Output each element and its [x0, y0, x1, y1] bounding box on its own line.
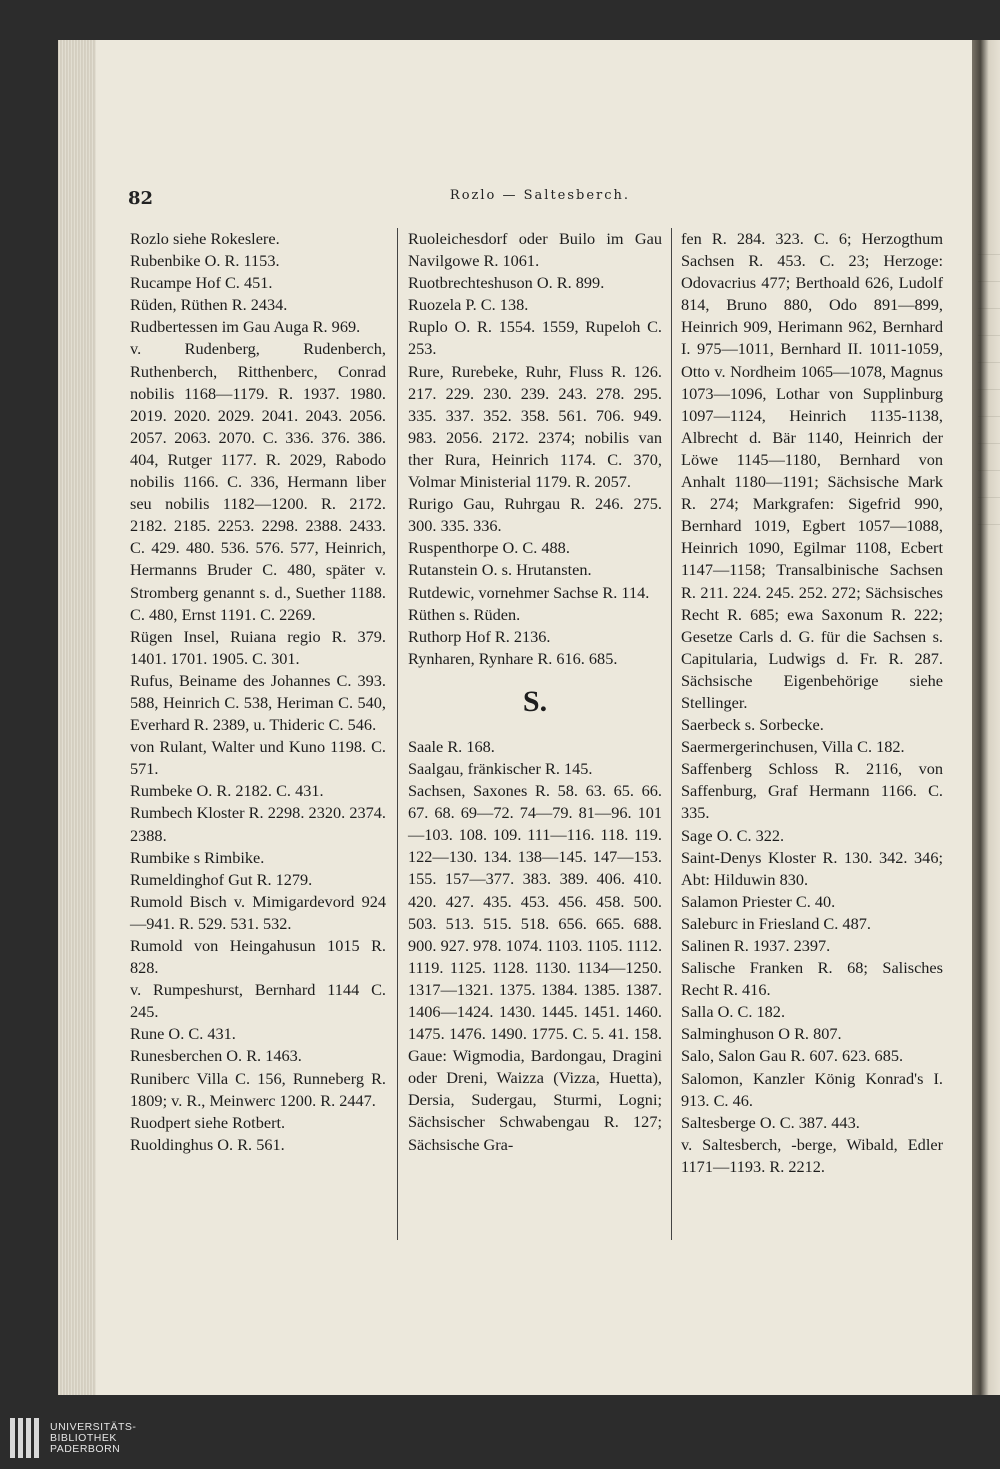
index-entry: Ruoldinghus O. R. 561.	[130, 1134, 285, 1154]
section-heading: S.	[522, 684, 548, 718]
index-entry: Ruthorp Hof R. 2136.	[408, 626, 551, 646]
index-entry: Ruoleichesdorf oder Builo im Gau Navilgowe R. 1061.	[408, 229, 662, 271]
index-entry: Runesberchen O. R. 1463.	[130, 1046, 302, 1066]
library-logo[interactable]	[10, 1418, 136, 1458]
index-entry: Salomon, Kanzler König Konrad's I. 913. C. 46.	[681, 1068, 943, 1110]
index-entry: Rüthen s. Rüden.	[408, 604, 521, 624]
index-entry: Runiberc Villa C. 156, Runneberg R. 1809; v. R., Meinwerc 1200. R. 2447.	[130, 1068, 386, 1110]
index-entry: Rure, Rurebeke, Ruhr, Fluss R. 126. 217. 229. 230. 239. 243. 278. 295. 335. 337. 352. 358. 561. 706. 949. 983. 2056. 2172. 2374; nobilis van ther Rura, Heinrich 1174. C. 370, Volmar Ministerial 1179. R. 2057.	[408, 361, 662, 492]
index-entry: Rufus, Beiname des Johannes C. 393. 588, Heinrich C. 538, Heriman C. 540, Everhard R. 2389, u. Thideric C. 546.	[130, 670, 386, 735]
index-entry: von Rulant, Walter und Kuno 1198. C. 571.	[130, 737, 386, 779]
index-entry: Ruodpert siehe Rotbert.	[130, 1112, 286, 1132]
index-entry: Saltesberge O. C. 387. 443.	[681, 1112, 860, 1132]
index-entry: Saalgau, fränkischer R. 145.	[408, 758, 593, 778]
column-3	[681, 228, 943, 1178]
index-entry: Ruozela P. C. 138.	[408, 295, 529, 315]
index-entry: v. Rudenberg, Rudenberch, Ruthenberch, Ritthenberc, Conrad nobilis 1168—1179. R. 1937. 1980. 2019. 2020. 2029. 2041. 2043. 2056. 2057. 2063. 2070. C. 336. 376. 386. 404, Rutger 1177. R. 2029, Rabodo nobilis 1166. C. 336, Hermann liber seu nobilis 1182—1200. R. 2172. 2182. 2185. 2253. 2298. 2388. 2433. C. 429. 480. 536. 576. 577, Heinrich, Hermanns Bruder C. 480, später v. Stromberg genannt s. d., Suether 1188. C. 480, Ernst 1191. C. 2269.	[130, 339, 386, 624]
index-entry: Rozlo siehe Rokeslere.	[130, 229, 280, 248]
index-entry: Rutanstein O. s. Hrutansten.	[408, 560, 592, 580]
column-rule	[671, 228, 672, 1240]
index-entry: Saint-Denys Kloster R. 130. 342. 346; Abt: Hilduwin 830.	[681, 847, 943, 889]
page-edges	[58, 40, 98, 1395]
column-1	[130, 228, 386, 1156]
index-entry: Saleburc in Friesland C. 487.	[681, 913, 871, 933]
index-entry: Sachsen, Saxones R. 58. 63. 65. 66. 67. 68. 69—72. 74—79. 81—96. 101—103. 108. 109. 111—116. 118. 119. 122—130. 134. 138—145. 147—153. 155. 157—377. 383. 389. 406. 410. 420. 427. 435. 453. 456. 458. 500. 503. 513. 515. 518. 656. 665. 688. 900. 927. 978. 1074. 1103. 1105. 1112. 1119. 1125. 1128. 1130. 1134—1250. 1317—1321. 1375. 1384. 1385. 1387. 1406—1424. 1430. 1445. 1451. 1460. 1475. 1476. 1490. 1775. C. 5. 41. 158. Gaue: Wigmodia, Bardongau, Dragini oder Dreni, Waizza (Vizza, Huetta), Dersia, Sudergau, Sturmi, Logni; Sächsischer Schwabengau R. 127; Sächsische Gra-	[408, 781, 663, 1154]
column-rule	[397, 228, 398, 1240]
index-entry: Rumeldinghof Gut R. 1279.	[130, 869, 313, 889]
index-entry: Rumold von Heingahusun 1015 R. 828.	[130, 936, 386, 978]
index-entry: Rutdewic, vornehmer Sachse R. 114.	[408, 582, 650, 602]
index-entry: Saermergerinchusen, Villa C. 182.	[681, 737, 905, 757]
index-entry: Ruplo O. R. 1554. 1559, Rupeloh C. 253.	[408, 317, 662, 359]
library-logo-icon	[10, 1418, 42, 1458]
index-entry: Saffenberg Schloss R. 2116, von Saffenburg, Graf Hermann 1166. C. 335.	[681, 759, 943, 823]
index-entry: v. Rumpeshurst, Bernhard 1144 C. 245.	[130, 980, 386, 1022]
index-entry: Rumold Bisch v. Mimigardevord 924—941. R. 529. 531. 532.	[130, 891, 386, 933]
index-entry: Saale R. 168.	[408, 736, 495, 756]
index-entry: Rurigo Gau, Ruhrgau R. 246. 275. 300. 335. 336.	[408, 494, 662, 536]
index-entry: Saerbeck s. Sorbecke.	[681, 715, 824, 735]
index-entry: Rucampe Hof C. 451.	[130, 273, 273, 293]
index-entry: Salinen R. 1937. 2397.	[681, 936, 831, 955]
index-entry: Salo, Salon Gau R. 607. 623. 685.	[681, 1046, 904, 1066]
index-entry: Rumbike s Rimbike.	[130, 847, 265, 867]
index-entry: Ruotbrechteshuson O. R. 899.	[408, 273, 605, 293]
index-entry: Rumbeke O. R. 2182. C. 431.	[130, 781, 324, 801]
page-number: 82	[128, 188, 154, 209]
facing-page-edge	[978, 230, 1000, 530]
index-entry: Salische Franken R. 68; Salisches Recht R. 416.	[681, 958, 943, 1000]
index-entry: fen R. 284. 323. C. 6; Herzogthum Sachsen R. 453. C. 23; Herzoge: Odovacrius 477; Berthoald 626, Ludolf 814, Bruno 880, Odo 891—899, Heinrich 909, Herimann 962, Bernhard I. 975—1011, Bernhard II. 1011-1059, Otto v. Nordheim 1065—1078, Magnus 1073—1096, Lothar von Supplinburg 1097—1124, Heinrich 1135-1138, Albrecht d. Bär 1140, Heinrich der Löwe 1145—1180, Bernhard von Anhalt 1180—1191; Sächsische Mark R. 274; Markgrafen: Sigefrid 990, Bernhard 1019, Egbert 1057—1088, Heinrich 1090, Egilmar 1108, Ecbert 1147—1158; Transalbinische Sachsen R. 211. 224. 245. 252. 272; Sächsisches Recht R. 685; ewa Saxonum R. 222; Gesetze Carls d. G. für die Sachsen s. Capitularia, Ludwigs d. Fr. R. 287. Sächsische Eigenbehörige siehe Stellinger.	[681, 229, 943, 712]
index-entry: Rüden, Rüthen R. 2434.	[130, 295, 288, 315]
index-entry: Rubenbike O. R. 1153.	[130, 251, 280, 271]
index-entry: Salminghuson O R. 807.	[681, 1024, 842, 1044]
index-entry: Rynharen, Rynhare R. 616. 685.	[408, 648, 618, 668]
index-entry: Salla O. C. 182.	[681, 1002, 786, 1022]
index-entry: Salamon Priester C. 40.	[681, 891, 836, 911]
index-entry: Rügen Insel, Ruiana regio R. 379. 1401. 1701. 1905. C. 301.	[130, 626, 386, 668]
index-entry: Rune O. C. 431.	[130, 1024, 236, 1044]
index-entry: v. Saltesberch, -berge, Wibald, Edler 1171—1193. R. 2212.	[681, 1134, 943, 1176]
index-entry: Rudbertessen im Gau Auga R. 969.	[130, 317, 361, 337]
index-entry: Ruspenthorpe O. C. 488.	[408, 538, 570, 558]
running-head: Rozlo — Saltesberch.	[449, 188, 631, 203]
column-2	[408, 228, 662, 1156]
index-entry: Sage O. C. 322.	[681, 825, 785, 845]
index-entry: Rumbech Kloster R. 2298. 2320. 2374. 2388.	[130, 803, 386, 845]
library-logo-text: UNIVERSITÄTS- BIBLIOTHEK PADERBORN	[50, 1420, 137, 1455]
